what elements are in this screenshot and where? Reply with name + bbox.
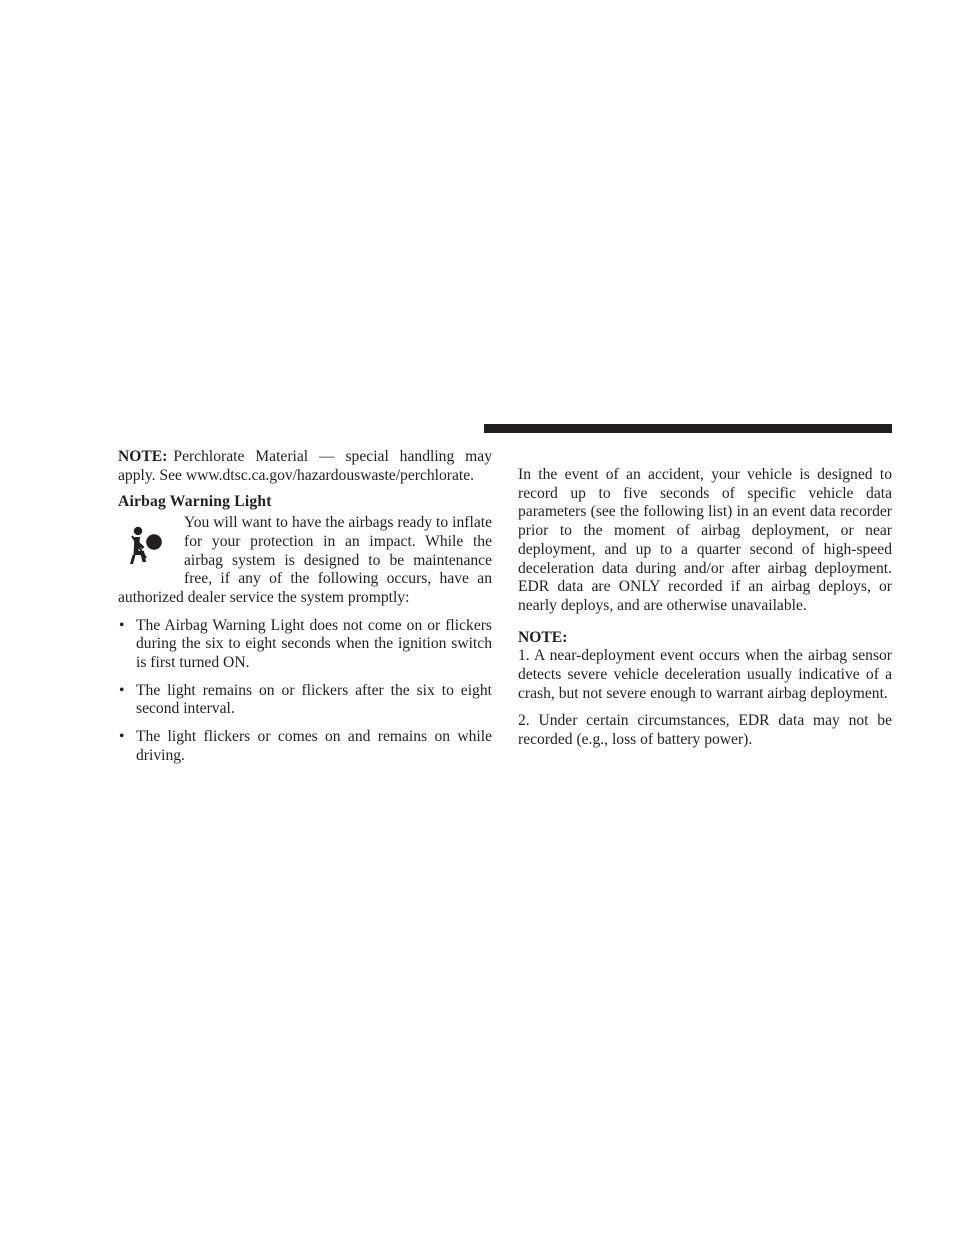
edr-note-item-1: 1. A near-deployment event occurs when the airbag sensor detects severe vehicle deceleration usually indicative of a crash, but not severe enough to warrant airbag deployment. [518,647,892,702]
section-header-rule [484,424,892,433]
list-item [118,617,492,673]
section-heading: Airbag Warning Light [118,493,272,511]
list-item-text: The Airbag Warning Light does not come on or flickers during the six to eight seconds when the ignition switch is first turned ON. [136,616,492,672]
edr-paragraph: In the event of an accident, your vehicle is designed to record up to five seconds of specific vehicle data parameters (see the following list) in an event data recorder prior to the moment of airbag deployment, or near deployment, and up to a quarter second of high-speed deceleration data during and/or after airbag deployment. EDR data are ONLY recorded if an airbag deploys, or nearly deploys, and are otherwise unavailable. [518,466,892,614]
note-text: Perchlorate Material — special handling may apply. See www.dtsc.ca.gov/hazardouswaste/perchlorate. [118,448,492,484]
right-column [518,466,892,750]
bullet-glyph: • [119,681,125,699]
list-item [118,728,492,765]
warning-conditions-list [118,617,492,766]
edr-note-item-2: 2. Under certain circumstances, EDR data may not be recorded (e.g., loss of battery power). [518,712,892,749]
note-label: NOTE: [118,448,168,465]
bullet-glyph: • [119,616,125,634]
airbag-intro [118,514,492,608]
intro-text: You will want to have the airbags ready to inflate for your protection in an impact. While the airbag system is designed to be maintenance free, if any of the following occurs, have an authorized dealer service the system promptly: [118,514,492,606]
left-column [118,448,492,766]
airbag-warning-icon [118,518,180,574]
list-item-text: The light flickers or comes on and remains on while driving. [136,728,492,764]
list-item-text: The light remains on or flickers after the six to eight second interval. [136,681,492,718]
list-item [118,682,492,719]
edr-note-label: NOTE: [518,628,568,646]
bullet-glyph: • [119,728,125,746]
perchlorate-note [118,448,492,485]
